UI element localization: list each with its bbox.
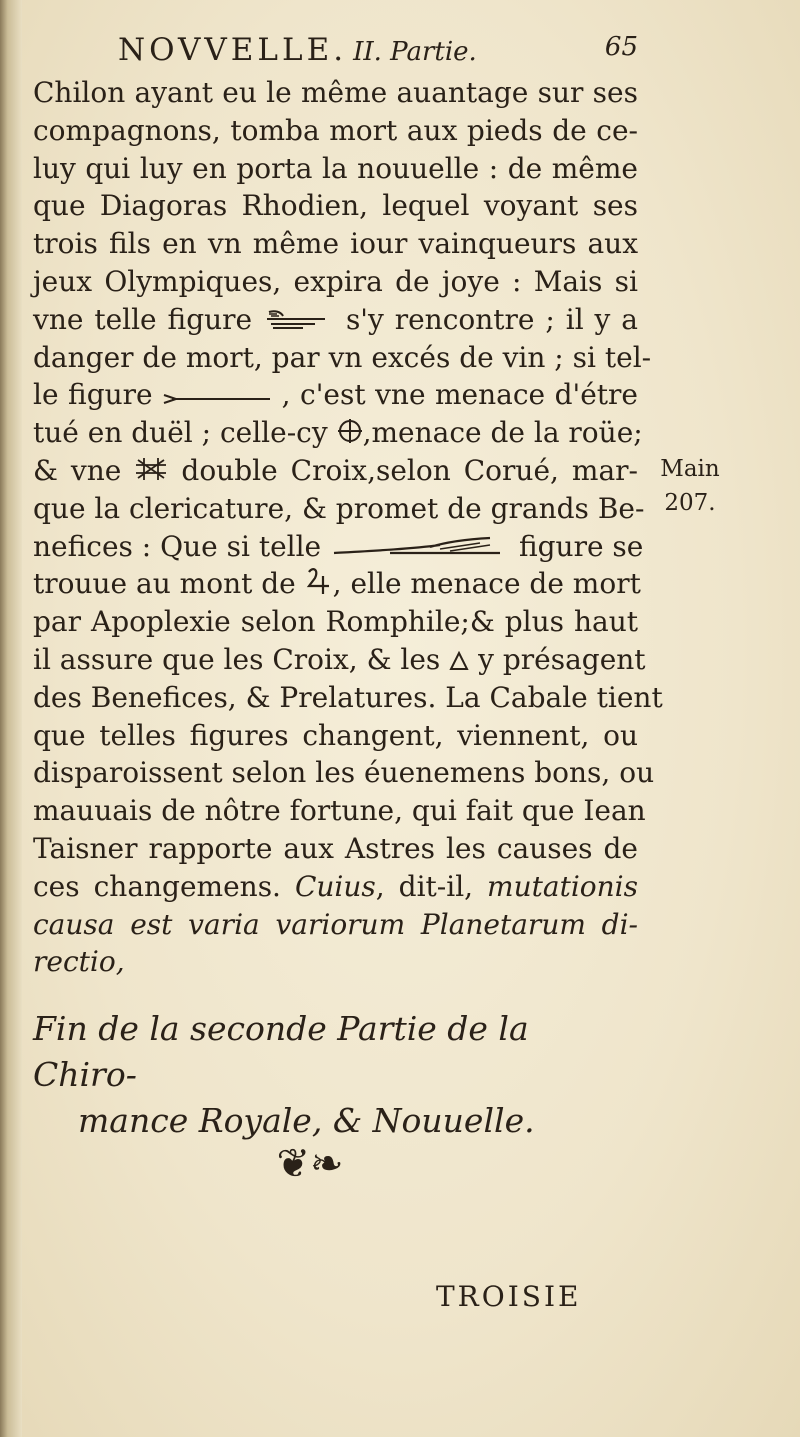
ladder-figure-icon (263, 302, 335, 340)
delta-icon (449, 643, 469, 681)
text-span: double Croix,selon Corué, mar- (181, 453, 639, 487)
text-line (33, 868, 638, 906)
text-line: que telles figures changent, viennent, ou (33, 718, 638, 752)
text-span: il assure que les Croix, & les (33, 642, 441, 676)
jupiter-icon (305, 566, 333, 606)
text-span: ,menace de la roüe; (362, 416, 643, 450)
text-span: , elle menace de mort (332, 567, 641, 601)
text-span: tué en duël ; celle-cy (33, 416, 328, 450)
circle-cross-icon (337, 416, 363, 454)
text-span: figure se (518, 529, 644, 563)
text-span: , dit-il, (375, 869, 474, 903)
text-span: s'y rencontre ; il y a (345, 302, 638, 336)
running-title: NOVVELLE. (118, 32, 348, 68)
text-line: trois fils en vn même iour vainqueurs aux (33, 227, 638, 261)
text-span: & vne (33, 453, 122, 487)
text-span: le figure (33, 378, 153, 412)
finis-line: mance Royale, & Nouuelle. (78, 1101, 535, 1140)
text-line: Taisner rapporte aux Astres les causes de (33, 831, 638, 865)
double-cross-icon (134, 454, 168, 492)
text-line (33, 565, 641, 603)
text-line: compagnons, tomba mort aux pieds de ce- (33, 113, 638, 147)
text-span: y présagent (478, 642, 646, 676)
text-line: mauuais de nôtre fortune, qui fait que Iean (33, 794, 646, 828)
text-line: causa est varia variorum Planetarum di- (33, 907, 638, 941)
long-line-figure-icon (330, 529, 510, 567)
text-line (33, 301, 638, 339)
fleuron-ornament: ❦❧ (276, 1141, 344, 1187)
text-line (33, 641, 646, 679)
text-span: nefices : Que si telle (33, 529, 322, 563)
page-number: 65 (604, 32, 638, 62)
text-span: ces changemens. (33, 869, 281, 903)
text-line (33, 528, 644, 566)
section-end-title (33, 1006, 638, 1144)
text-line: danger de mort, par vn excés de vin ; si tel- (33, 340, 652, 374)
text-line (33, 376, 638, 414)
text-line: que Diagoras Rhodien, lequel voyant ses (33, 189, 638, 223)
part-label: II. Partie. (353, 37, 477, 67)
text-line: des Benefices, & Prelatures. La Cabale tient (33, 680, 663, 714)
text-line (33, 452, 638, 490)
body-text (33, 74, 663, 981)
finis-line: Fin de la seconde Partie de la Chiro- (33, 1009, 529, 1094)
text-line: par Apoplexie selon Romphile;& plus haut (33, 605, 638, 639)
latin-span: mutationis (487, 869, 638, 903)
catchword: TROISIE (436, 1280, 582, 1313)
text-line: jeux Olympiques, expira de joye : Mais si (33, 264, 638, 298)
text-span: , c'est vne menace d'étre (281, 378, 639, 412)
line-figure-icon (162, 378, 272, 416)
page-gutter (0, 0, 22, 1437)
margin-note-line: Main (660, 456, 720, 482)
running-header (118, 32, 638, 80)
margin-note-line: 207. (664, 490, 716, 516)
text-line (33, 414, 643, 452)
text-line: disparoissent selon les éuenemens bons, ou (33, 756, 655, 790)
text-line: rectio, (33, 945, 125, 979)
text-span: vne telle figure (33, 302, 253, 336)
margin-note (660, 452, 720, 520)
text-line: luy qui luy en porta la nouuelle : de même (33, 151, 638, 185)
text-line: que la clericature, & promet de grands Be- (33, 491, 645, 525)
text-span: trouue au mont de (33, 567, 296, 601)
text-line: Chilon ayant eu le même auantage sur ses (33, 76, 638, 109)
latin-span: Cuius (294, 869, 376, 903)
